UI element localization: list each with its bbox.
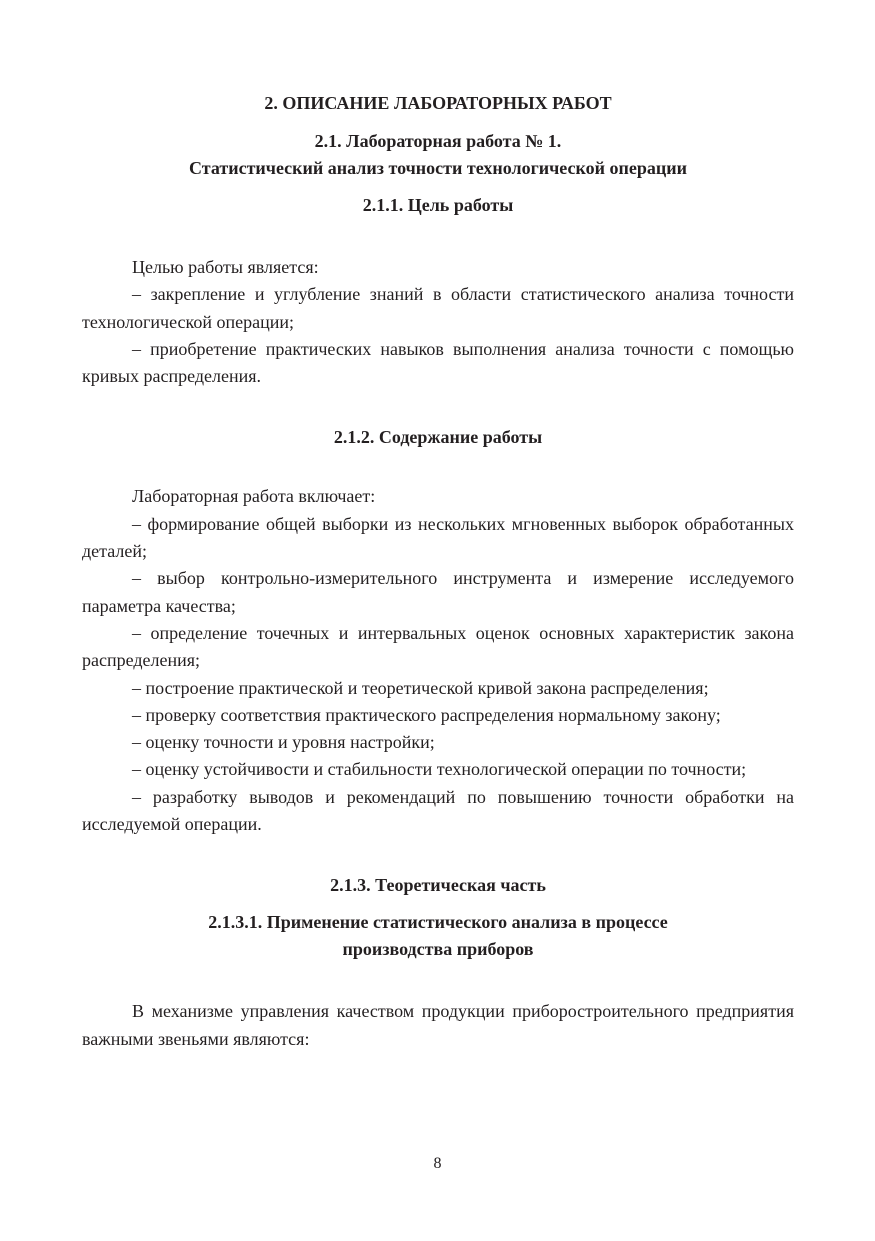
document-page — [82, 90, 794, 1053]
section-heading: 2. ОПИСАНИЕ ЛАБОРАТОРНЫХ РАБОТ — [264, 93, 612, 113]
goal-item: – приобретение практических навыков выполнения анализа точности с помощью кривых распределения. — [82, 338, 794, 387]
lab-subject: Статистический анализ точности технологической операции — [189, 158, 687, 178]
content-item: – определение точечных и интервальных оценок основных характеристик закона распределения; — [82, 622, 794, 671]
goal-intro: Целью работы является: — [132, 257, 319, 277]
content-item: – выбор контрольно-измерительного инструмента и измерение исследуемого параметра качества; — [82, 568, 794, 616]
theory-paragraph: В механизме управления качеством продукции приборостроительного предприятия важными звеньями являются: — [82, 1001, 794, 1049]
content-item: – оценку точности и уровня настройки; — [132, 732, 435, 753]
goal-item: – закрепление и углубление знаний в области статистического анализа точности технологической операции; — [82, 284, 794, 332]
lab-title: 2.1. Лабораторная работа № 1. — [314, 131, 562, 151]
content-item: – оценку устойчивости и стабильности технологической операции по точности; — [132, 759, 747, 780]
theory-heading: 2.1.3. Теоретическая часть — [330, 875, 546, 896]
content-heading: 2.1.2. Содержание работы — [333, 427, 543, 448]
content-item: – проверку соответствия практического распределения нормальному закону; — [132, 704, 721, 725]
content-intro: Лабораторная работа включает: — [132, 486, 376, 507]
goal-heading: 2.1.1. Цель работы — [362, 195, 514, 215]
page-number: 8 — [433, 1155, 442, 1172]
content-item: – формирование общей выборки из нескольких мгновенных выборок обработанных деталей; — [82, 513, 794, 562]
theory-subheading-line2: производства приборов — [342, 939, 534, 960]
content-item: – построение практической и теоретической кривой закона распределения; — [132, 677, 709, 698]
content-item: – разработку выводов и рекомендаций по повышению точности обработки на исследуемой операции. — [82, 786, 794, 835]
theory-subheading-line1: 2.1.3.1. Применение статистического анализа в процессе — [208, 912, 668, 933]
